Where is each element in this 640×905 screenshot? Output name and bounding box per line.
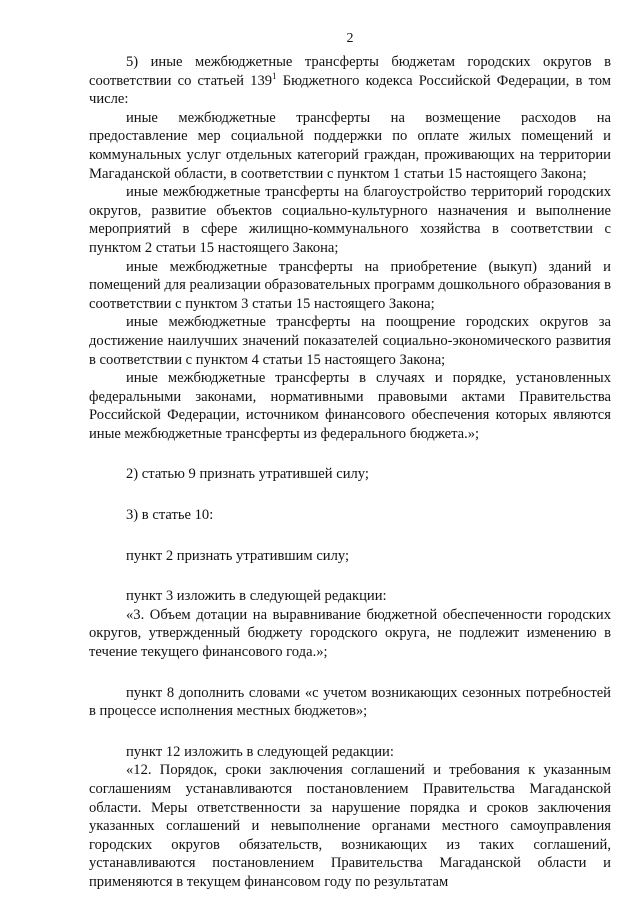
paragraph-transfer-improvement: иные межбюджетные трансферты на благоустройство территорий городских округов, развитие объектов социально-культурного назначения и выполнение мероприятий в сфере жилищно-коммунального хозяйства в соответствии с пунктом 2 статьи 15 настоящего Закона; bbox=[89, 184, 611, 256]
paragraph-transfer-housing: иные межбюджетные трансферты на возмещение расходов на предоставление мер социальной поддержки по оплате жилых помещений и коммунальных услуг отдельных категорий граждан, проживающих на территории Магаданской области, в соответствии с пунктом 1 статьи 15 настоящего Закона; bbox=[89, 109, 611, 182]
paragraph-transfer-federal: иные межбюджетные трансферты в случаях и порядке, установленных федеральными законами, нормативными правовыми актами Правительства Российской Федерации, источником финансового обеспечения которых являются иные межбюджетные трансферты из федерального бюджета.»; bbox=[89, 370, 611, 442]
paragraph-item-2: 2) статью 9 признать утратившей силу; bbox=[126, 466, 369, 483]
paragraph-clause-12: пункт 12 изложить в следующей редакции: bbox=[126, 743, 394, 760]
paragraph-transfer-buildings: иные межбюджетные трансферты на приобретение (выкуп) зданий и помещений для реализации образовательных программ дошкольного образования в соответствии с пунктом 3 статьи 15 настоящего Закона; bbox=[89, 258, 611, 312]
document-page bbox=[89, 0, 611, 905]
paragraph-item-5: 5) иные межбюджетные трансферты бюджетам городских округов в соответствии со статьей $139^1$ Бюджетного кодекса Российской Федерации, в том числе: bbox=[89, 54, 612, 108]
paragraph-clause-3-text: «3. Объем дотации на выравнивание бюджетной обеспеченности городских округов, утвержденный бюджету городского округа, не подлежит изменению в течение текущего финансового года.»; bbox=[89, 606, 611, 661]
paragraph-item-3: 3) в статье 10: bbox=[126, 507, 214, 524]
paragraph-transfer-incentive: иные межбюджетные трансферты на поощрение городских округов за достижение наилучших значений показателей социально-экономического развития в соответствии с пунктом 4 статьи 15 настоящего Закона; bbox=[89, 314, 611, 368]
superscript-index: 1 bbox=[272, 70, 277, 81]
paragraph-clause-8: пункт 8 дополнить словами «с учетом возникающих сезонных потребностей в процессе исполнения местных бюджетов»; bbox=[89, 684, 611, 720]
paragraph-clause-3: пункт 3 изложить в следующей редакции: bbox=[126, 588, 387, 605]
page-number: 2 bbox=[346, 31, 354, 46]
paragraph-clause-2: пункт 2 признать утратившим силу; bbox=[126, 547, 350, 564]
document-body bbox=[89, 53, 611, 892]
paragraph-clause-12-text: «12. Порядок, сроки заключения соглашений и требования к указанным соглашениям устанавливаются постановлением Правительства Магаданской области. Меры ответственности за нарушение порядка и сроков заключения указанных соглашений и невыполнение органами местного самоуправления городских округов обязательств, возникающих из таких соглашений, устанавливаются постановлением Правительства Магаданской области и применяются в текущем финансовом году по результатам bbox=[89, 762, 611, 890]
